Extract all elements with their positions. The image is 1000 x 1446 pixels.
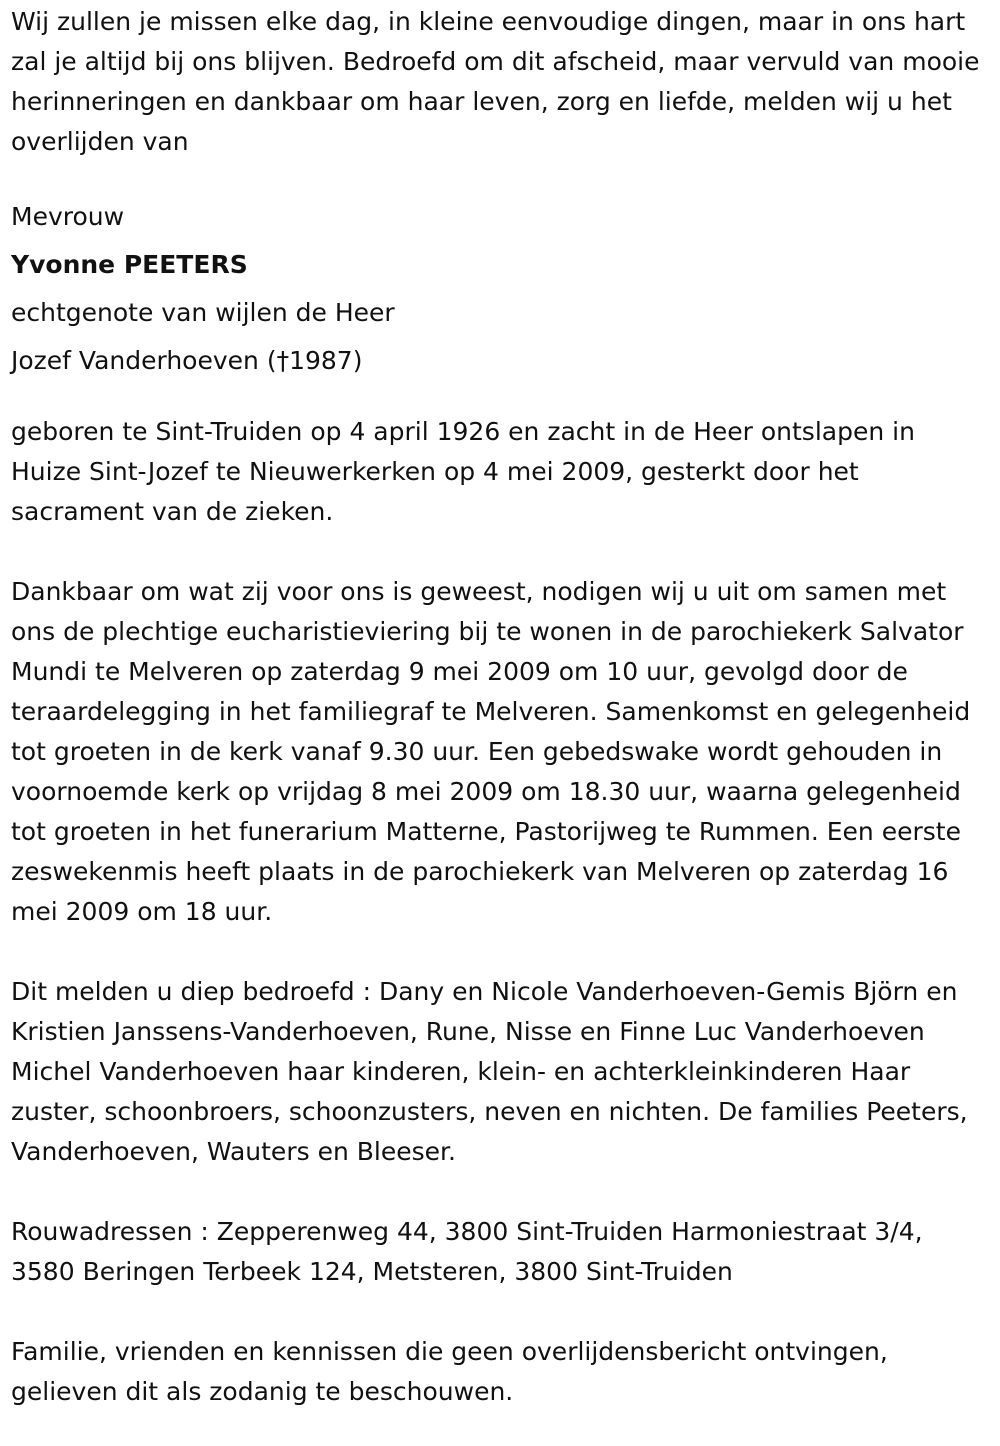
closing-paragraph: Familie, vrienden en kennissen die geen overlijdensbericht ontvingen, gelieven dit als zodanig te beschouwen. [11,1337,888,1406]
spouse-line: Jozef Vanderhoeven (†1987) [11,346,363,375]
deceased-block [11,193,986,385]
birth-death-paragraph: geboren te Sint-Truiden op 4 april 1926 en zacht in de Heer ontslapen in Huize Sint-Jozef te Nieuwerkerken op 4 mei 2009, gesterkt door het sacrament van de zieken. [11,417,915,526]
relation-line: echtgenote van wijlen de Heer [11,298,395,327]
deceased-name: Yvonne PEETERS [11,250,248,279]
obituary-document [11,2,986,1412]
salutation: Mevrouw [11,202,125,231]
ceremony-paragraph: Dankbaar om wat zij voor ons is geweest, nodigen wij u uit om samen met ons de plechtige eucharistieviering bij te wonen in de parochiekerk Salvator Mundi te Melveren op zaterdag 9 mei 2009 om 10 uur, gevolgd door de teraardelegging in het familiegraf te Melveren. Samenkomst en gelegenheid tot groeten in de kerk vanaf 9.30 uur. Een gebedswake wordt gehouden in voornoemde kerk op vrijdag 8 mei 2009 om 18.30 uur, waarna gelegenheid tot groeten in het funerarium Matterne, Pastorijweg te Rummen. Een eerste zeswekenmis heeft plaats in de parochiekerk van Melveren op zaterdag 16 mei 2009 om 18 uur. [11,577,971,926]
intro-paragraph: Wij zullen je missen elke dag, in kleine eenvoudige dingen, maar in ons hart zal je altijd bij ons blijven. Bedroefd om dit afscheid, maar vervuld van mooie herinneringen en dankbaar om haar leven, zorg en liefde, melden wij u het overlijden van [11,7,980,156]
family-paragraph: Dit melden u diep bedroefd : Dany en Nicole Vanderhoeven-Gemis Björn en Kristien Janssens-Vanderhoeven, Rune, Nisse en Finne Luc Vanderhoeven Michel Vanderhoeven haar kinderen, klein- en achterkleinkinderen Haar zuster, schoonbroers, schoonzusters, neven en nichten. De families Peeters, Vanderhoeven, Wauters en Bleeser. [11,977,968,1166]
addresses-paragraph: Rouwadressen : Zepperenweg 44, 3800 Sint-Truiden Harmoniestraat 3/4, 3580 Beringen Terbeek 124, Metsteren, 3800 Sint-Truiden [11,1217,923,1286]
